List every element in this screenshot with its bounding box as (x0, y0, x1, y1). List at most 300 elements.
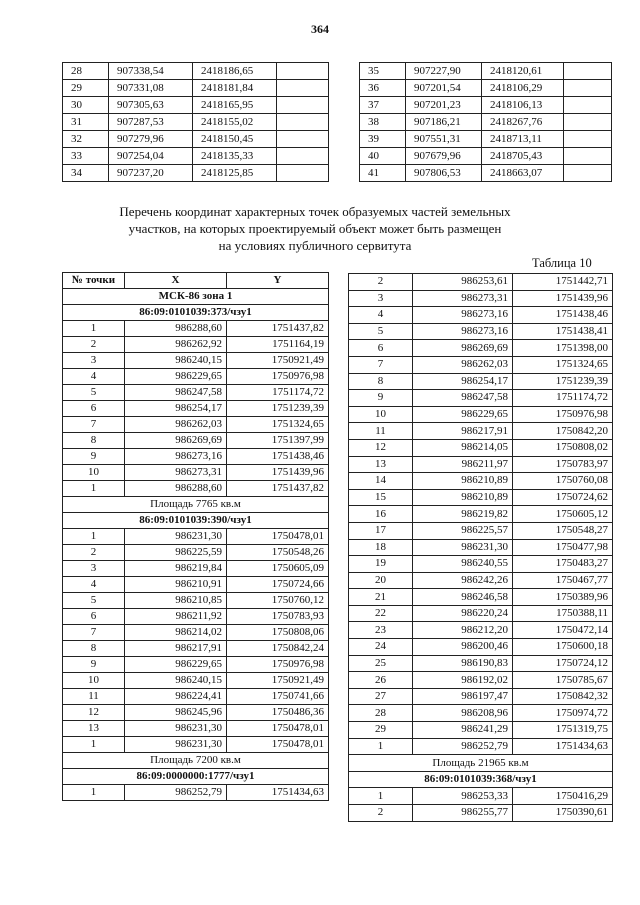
table-row (63, 321, 329, 337)
table-row (349, 323, 613, 340)
table-row (63, 114, 329, 131)
y-coordinate-cell: 1751434,63 (513, 738, 613, 755)
x-coordinate-cell: 986210,85 (125, 593, 227, 609)
table-row (63, 481, 329, 497)
point-number-cell: 1 (63, 321, 125, 337)
y-coordinate-cell: 1750842,32 (513, 688, 613, 705)
x-coordinate-cell: 986219,82 (413, 506, 513, 523)
easement-coordinates-table-right (348, 273, 613, 822)
point-number-cell: 10 (349, 406, 413, 423)
y-coordinate-cell: 1751397,99 (227, 433, 329, 449)
x-coordinate-cell: 986210,89 (413, 489, 513, 506)
y-coordinate-cell: 2418106,13 (482, 97, 564, 114)
x-coordinate-cell: 986200,46 (413, 639, 513, 656)
table-row (63, 353, 329, 369)
y-coordinate-cell: 2418165,95 (193, 97, 277, 114)
point-number-cell: 37 (360, 97, 406, 114)
header-y: Y (227, 273, 329, 289)
table-caption: Таблица 10 (532, 256, 592, 270)
y-coordinate-cell: 1750548,27 (513, 522, 613, 539)
y-coordinate-cell: 1751442,71 (513, 274, 613, 291)
table-row (63, 657, 329, 673)
table-row (349, 390, 613, 407)
empty-cell (277, 148, 329, 165)
x-coordinate-cell: 986273,31 (413, 290, 513, 307)
table-row (349, 589, 613, 606)
point-number-cell: 22 (349, 605, 413, 622)
y-coordinate-cell: 1751324,65 (513, 356, 613, 373)
table-row (63, 97, 329, 114)
x-coordinate-cell: 986219,84 (125, 561, 227, 577)
y-coordinate-cell: 1751324,65 (227, 417, 329, 433)
top-left-coordinates-table (62, 62, 329, 182)
y-coordinate-cell: 1751319,75 (513, 722, 613, 739)
point-number-cell: 2 (63, 337, 125, 353)
table-row (63, 337, 329, 353)
x-coordinate-cell: 907679,96 (406, 148, 482, 165)
section-heading (110, 203, 520, 254)
table-row (349, 705, 613, 722)
y-coordinate-cell: 1750478,01 (227, 737, 329, 753)
table-row (63, 561, 329, 577)
y-coordinate-cell: 1750483,27 (513, 556, 613, 573)
parcel-heading-cell: 86:09:0101039:390/чзу1 (63, 513, 329, 529)
table-row (349, 805, 613, 822)
x-coordinate-cell: 907305,63 (109, 97, 193, 114)
point-number-cell: 29 (63, 80, 109, 97)
table-row (349, 572, 613, 589)
x-coordinate-cell: 907806,53 (406, 165, 482, 182)
section-row (63, 513, 329, 529)
point-number-cell: 1 (63, 785, 125, 801)
x-coordinate-cell: 986214,02 (125, 625, 227, 641)
y-coordinate-cell: 1750548,26 (227, 545, 329, 561)
y-coordinate-cell: 1750388,11 (513, 605, 613, 622)
x-coordinate-cell: 986214,05 (413, 439, 513, 456)
area-cell: Площадь 7200 кв.м (63, 753, 329, 769)
y-coordinate-cell: 2418713,11 (482, 131, 564, 148)
point-number-cell: 25 (349, 655, 413, 672)
y-coordinate-cell: 1750605,12 (513, 506, 613, 523)
x-coordinate-cell: 986240,55 (413, 556, 513, 573)
section-row (63, 305, 329, 321)
x-coordinate-cell: 986246,58 (413, 589, 513, 606)
y-coordinate-cell: 1750605,09 (227, 561, 329, 577)
empty-cell (564, 97, 612, 114)
header-x: X (125, 273, 227, 289)
table-row (63, 63, 329, 80)
point-number-cell: 16 (349, 506, 413, 523)
y-coordinate-cell: 1750974,72 (513, 705, 613, 722)
y-coordinate-cell: 1751434,63 (227, 785, 329, 801)
point-number-cell: 32 (63, 131, 109, 148)
table-row (63, 433, 329, 449)
y-coordinate-cell: 2418186,65 (193, 63, 277, 80)
point-number-cell: 34 (63, 165, 109, 182)
table-row (63, 80, 329, 97)
point-number-cell: 5 (349, 323, 413, 340)
point-number-cell: 2 (349, 805, 413, 822)
point-number-cell: 6 (63, 609, 125, 625)
point-number-cell: 21 (349, 589, 413, 606)
x-coordinate-cell: 986253,61 (413, 274, 513, 291)
point-number-cell: 5 (63, 385, 125, 401)
point-number-cell: 29 (349, 722, 413, 739)
x-coordinate-cell: 986269,69 (125, 433, 227, 449)
point-number-cell: 4 (63, 369, 125, 385)
table-row (360, 114, 612, 131)
y-coordinate-cell: 2418150,45 (193, 131, 277, 148)
table-row (63, 689, 329, 705)
y-coordinate-cell: 1751437,82 (227, 321, 329, 337)
empty-cell (564, 148, 612, 165)
table-row (349, 373, 613, 390)
table-row (360, 97, 612, 114)
point-number-cell: 11 (349, 423, 413, 440)
table-row (349, 722, 613, 739)
table-row (349, 605, 613, 622)
table-row (63, 705, 329, 721)
table-row (63, 593, 329, 609)
point-number-cell: 24 (349, 639, 413, 656)
x-coordinate-cell: 907237,20 (109, 165, 193, 182)
x-coordinate-cell: 986229,65 (125, 657, 227, 673)
empty-cell (564, 63, 612, 80)
empty-cell (277, 97, 329, 114)
x-coordinate-cell: 986208,96 (413, 705, 513, 722)
table-row (360, 63, 612, 80)
point-number-cell: 23 (349, 622, 413, 639)
point-number-cell: 8 (63, 433, 125, 449)
x-coordinate-cell: 986225,57 (413, 522, 513, 539)
point-number-cell: 19 (349, 556, 413, 573)
y-coordinate-cell: 1750724,66 (227, 577, 329, 593)
heading-line-3: на условиях публичного сервитута (218, 238, 412, 253)
table-row (360, 131, 612, 148)
table-row (63, 641, 329, 657)
x-coordinate-cell: 986241,29 (413, 722, 513, 739)
empty-cell (277, 165, 329, 182)
y-coordinate-cell: 1750724,12 (513, 655, 613, 672)
table-header-row (63, 273, 329, 289)
top-right-coordinates-table (359, 62, 612, 182)
table-row (63, 417, 329, 433)
point-number-cell: 3 (63, 561, 125, 577)
empty-cell (277, 63, 329, 80)
point-number-cell: 11 (63, 689, 125, 705)
y-coordinate-cell: 1751239,39 (513, 373, 613, 390)
x-coordinate-cell: 986217,91 (125, 641, 227, 657)
x-coordinate-cell: 907227,90 (406, 63, 482, 80)
y-coordinate-cell: 1751174,72 (513, 390, 613, 407)
point-number-cell: 7 (63, 625, 125, 641)
table-row (349, 489, 613, 506)
section-row (63, 289, 329, 305)
point-number-cell: 1 (63, 481, 125, 497)
point-number-cell: 41 (360, 165, 406, 182)
table-row (349, 290, 613, 307)
table-row (63, 369, 329, 385)
point-number-cell: 2 (63, 545, 125, 561)
section-row (63, 497, 329, 513)
x-coordinate-cell: 986247,58 (413, 390, 513, 407)
x-coordinate-cell: 907201,23 (406, 97, 482, 114)
y-coordinate-cell: 1750390,61 (513, 805, 613, 822)
y-coordinate-cell: 2418181,84 (193, 80, 277, 97)
table-row (349, 356, 613, 373)
y-coordinate-cell: 1750724,62 (513, 489, 613, 506)
y-coordinate-cell: 1750808,06 (227, 625, 329, 641)
x-coordinate-cell: 986229,65 (413, 406, 513, 423)
y-coordinate-cell: 2418155,02 (193, 114, 277, 131)
y-coordinate-cell: 1751439,96 (227, 465, 329, 481)
x-coordinate-cell: 986252,79 (413, 738, 513, 755)
point-number-cell: 6 (63, 401, 125, 417)
x-coordinate-cell: 986262,92 (125, 337, 227, 353)
table-row (360, 80, 612, 97)
y-coordinate-cell: 2418135,33 (193, 148, 277, 165)
point-number-cell: 30 (63, 97, 109, 114)
section-row (63, 769, 329, 785)
table-row (349, 307, 613, 324)
point-number-cell: 13 (63, 721, 125, 737)
point-number-cell: 12 (63, 705, 125, 721)
table-row (349, 456, 613, 473)
x-coordinate-cell: 907287,53 (109, 114, 193, 131)
y-coordinate-cell: 1751438,46 (513, 307, 613, 324)
x-coordinate-cell: 986269,69 (413, 340, 513, 357)
y-coordinate-cell: 1751437,82 (227, 481, 329, 497)
x-coordinate-cell: 986231,30 (125, 737, 227, 753)
table-row (349, 655, 613, 672)
point-number-cell: 1 (63, 529, 125, 545)
table-row (63, 721, 329, 737)
x-coordinate-cell: 986273,16 (413, 307, 513, 324)
x-coordinate-cell: 986288,60 (125, 321, 227, 337)
point-number-cell: 12 (349, 439, 413, 456)
point-number-cell: 14 (349, 473, 413, 490)
y-coordinate-cell: 2418267,76 (482, 114, 564, 131)
parcel-heading-cell: 86:09:0101039:368/чзу1 (349, 771, 613, 788)
table-row (360, 165, 612, 182)
table-row (349, 738, 613, 755)
table-row (349, 539, 613, 556)
point-number-cell: 20 (349, 572, 413, 589)
x-coordinate-cell: 986254,17 (125, 401, 227, 417)
x-coordinate-cell: 986210,91 (125, 577, 227, 593)
x-coordinate-cell: 907201,54 (406, 80, 482, 97)
table-row (349, 522, 613, 539)
x-coordinate-cell: 986273,31 (125, 465, 227, 481)
table-row (349, 274, 613, 291)
y-coordinate-cell: 1750921,49 (227, 673, 329, 689)
x-coordinate-cell: 986242,26 (413, 572, 513, 589)
parcel-heading-cell: МСК-86 зона 1 (63, 289, 329, 305)
point-number-cell: 1 (349, 738, 413, 755)
x-coordinate-cell: 986211,92 (125, 609, 227, 625)
y-coordinate-cell: 1750842,24 (227, 641, 329, 657)
heading-line-2: участков, на которых проектируемый объект может быть размещен (128, 221, 502, 236)
table-row (349, 406, 613, 423)
x-coordinate-cell: 986231,30 (125, 721, 227, 737)
header-point-number: № точки (63, 273, 125, 289)
y-coordinate-cell: 1750976,98 (513, 406, 613, 423)
point-number-cell: 1 (349, 788, 413, 805)
point-number-cell: 9 (349, 390, 413, 407)
table-row (63, 385, 329, 401)
point-number-cell: 8 (349, 373, 413, 390)
y-coordinate-cell: 1751438,41 (513, 323, 613, 340)
area-cell: Площадь 21965 кв.м (349, 755, 613, 772)
y-coordinate-cell: 1750741,66 (227, 689, 329, 705)
table-row (63, 545, 329, 561)
point-number-cell: 2 (349, 274, 413, 291)
y-coordinate-cell: 2418705,43 (482, 148, 564, 165)
y-coordinate-cell: 1750783,93 (227, 609, 329, 625)
point-number-cell: 10 (63, 465, 125, 481)
x-coordinate-cell: 907186,21 (406, 114, 482, 131)
y-coordinate-cell: 1750783,97 (513, 456, 613, 473)
y-coordinate-cell: 1750416,29 (513, 788, 613, 805)
x-coordinate-cell: 907279,96 (109, 131, 193, 148)
y-coordinate-cell: 1751439,96 (513, 290, 613, 307)
table-row (349, 340, 613, 357)
x-coordinate-cell: 986217,91 (413, 423, 513, 440)
point-number-cell: 8 (63, 641, 125, 657)
table-row (349, 639, 613, 656)
point-number-cell: 4 (63, 577, 125, 593)
y-coordinate-cell: 1750478,01 (227, 721, 329, 737)
table-row (63, 785, 329, 801)
table-row (63, 465, 329, 481)
x-coordinate-cell: 986192,02 (413, 672, 513, 689)
point-number-cell: 13 (349, 456, 413, 473)
y-coordinate-cell: 1750785,67 (513, 672, 613, 689)
empty-cell (564, 165, 612, 182)
x-coordinate-cell: 986262,03 (125, 417, 227, 433)
point-number-cell: 7 (63, 417, 125, 433)
y-coordinate-cell: 2418120,61 (482, 63, 564, 80)
y-coordinate-cell: 1750842,20 (513, 423, 613, 440)
y-coordinate-cell: 1750760,12 (227, 593, 329, 609)
point-number-cell: 33 (63, 148, 109, 165)
point-number-cell: 31 (63, 114, 109, 131)
point-number-cell: 15 (349, 489, 413, 506)
table-row (63, 609, 329, 625)
x-coordinate-cell: 986254,17 (413, 373, 513, 390)
point-number-cell: 18 (349, 539, 413, 556)
y-coordinate-cell: 1751174,72 (227, 385, 329, 401)
section-row (349, 771, 613, 788)
point-number-cell: 35 (360, 63, 406, 80)
y-coordinate-cell: 1751164,19 (227, 337, 329, 353)
parcel-heading-cell: 86:09:0101039:373/чзу1 (63, 305, 329, 321)
point-number-cell: 7 (349, 356, 413, 373)
point-number-cell: 3 (349, 290, 413, 307)
section-row (349, 755, 613, 772)
empty-cell (564, 80, 612, 97)
y-coordinate-cell: 1750976,98 (227, 369, 329, 385)
y-coordinate-cell: 1750976,98 (227, 657, 329, 673)
area-cell: Площадь 7765 кв.м (63, 497, 329, 513)
x-coordinate-cell: 907338,54 (109, 63, 193, 80)
table-row (63, 148, 329, 165)
table-row (349, 473, 613, 490)
y-coordinate-cell: 1751239,39 (227, 401, 329, 417)
x-coordinate-cell: 986255,77 (413, 805, 513, 822)
point-number-cell: 40 (360, 148, 406, 165)
point-number-cell: 9 (63, 449, 125, 465)
y-coordinate-cell: 1750486,36 (227, 705, 329, 721)
x-coordinate-cell: 986212,20 (413, 622, 513, 639)
y-coordinate-cell: 1751438,46 (227, 449, 329, 465)
x-coordinate-cell: 907551,31 (406, 131, 482, 148)
y-coordinate-cell: 1750760,08 (513, 473, 613, 490)
x-coordinate-cell: 986231,30 (413, 539, 513, 556)
empty-cell (277, 80, 329, 97)
table-row (63, 737, 329, 753)
empty-cell (564, 131, 612, 148)
x-coordinate-cell: 986220,24 (413, 605, 513, 622)
x-coordinate-cell: 986253,33 (413, 788, 513, 805)
y-coordinate-cell: 1750808,02 (513, 439, 613, 456)
y-coordinate-cell: 1751398,00 (513, 340, 613, 357)
table-row (349, 423, 613, 440)
x-coordinate-cell: 986252,79 (125, 785, 227, 801)
empty-cell (564, 114, 612, 131)
x-coordinate-cell: 986245,96 (125, 705, 227, 721)
easement-coordinates-table-left (62, 272, 329, 801)
table-row (349, 688, 613, 705)
table-row (349, 556, 613, 573)
point-number-cell: 27 (349, 688, 413, 705)
x-coordinate-cell: 986240,15 (125, 673, 227, 689)
table-row (349, 439, 613, 456)
x-coordinate-cell: 907254,04 (109, 148, 193, 165)
x-coordinate-cell: 986273,16 (413, 323, 513, 340)
x-coordinate-cell: 986273,16 (125, 449, 227, 465)
point-number-cell: 17 (349, 522, 413, 539)
point-number-cell: 6 (349, 340, 413, 357)
y-coordinate-cell: 1750477,98 (513, 539, 613, 556)
y-coordinate-cell: 1750472,14 (513, 622, 613, 639)
x-coordinate-cell: 986262,03 (413, 356, 513, 373)
table-row (349, 622, 613, 639)
point-number-cell: 1 (63, 737, 125, 753)
table-row (63, 401, 329, 417)
x-coordinate-cell: 986197,47 (413, 688, 513, 705)
point-number-cell: 4 (349, 307, 413, 324)
table-row (63, 673, 329, 689)
point-number-cell: 3 (63, 353, 125, 369)
x-coordinate-cell: 986229,65 (125, 369, 227, 385)
x-coordinate-cell: 986225,59 (125, 545, 227, 561)
point-number-cell: 5 (63, 593, 125, 609)
parcel-heading-cell: 86:09:0000000:1777/чзу1 (63, 769, 329, 785)
point-number-cell: 26 (349, 672, 413, 689)
x-coordinate-cell: 986231,30 (125, 529, 227, 545)
y-coordinate-cell: 2418125,85 (193, 165, 277, 182)
y-coordinate-cell: 1750478,01 (227, 529, 329, 545)
x-coordinate-cell: 986211,97 (413, 456, 513, 473)
x-coordinate-cell: 986247,58 (125, 385, 227, 401)
table-row (63, 577, 329, 593)
point-number-cell: 39 (360, 131, 406, 148)
page-number: 364 (311, 22, 329, 36)
y-coordinate-cell: 1750921,49 (227, 353, 329, 369)
table-row (349, 506, 613, 523)
x-coordinate-cell: 986288,60 (125, 481, 227, 497)
